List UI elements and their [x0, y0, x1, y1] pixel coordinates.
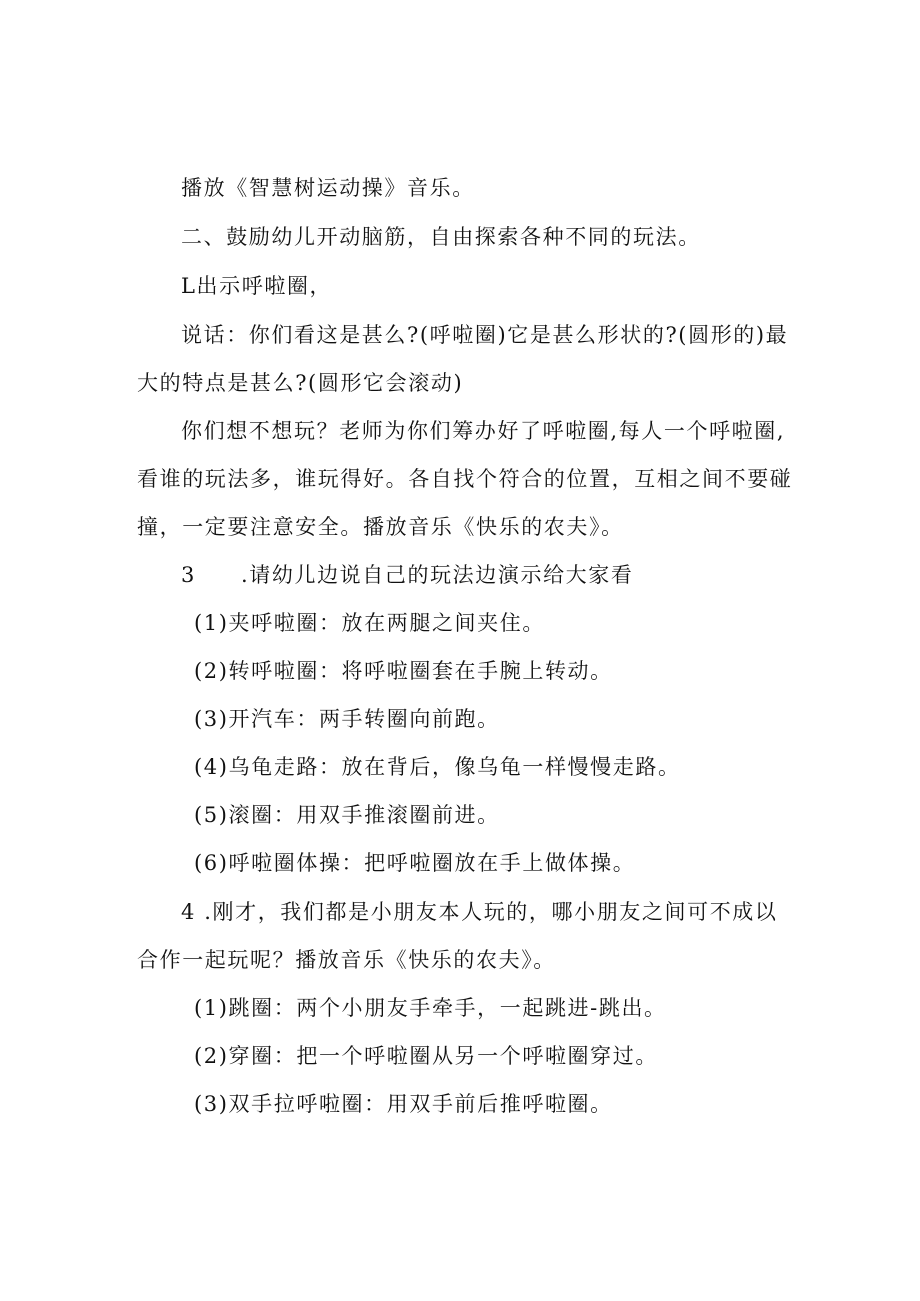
list-item: (1)跳圈：两个小朋友手牵手，一起跳进-跳出。	[194, 996, 667, 1020]
list-item: (4)乌龟走路：放在背后，像乌龟一样慢慢走路。	[194, 755, 681, 779]
section-heading-two: 二、鼓励幼儿开动脑筋，自由探索各种不同的玩法。	[181, 225, 701, 249]
paragraph-question-line-1: 说话：你们看这是甚么?(呼啦圈)它是甚么形状的?(圆形的)最	[181, 323, 789, 347]
step-show-hoop: L出示呼啦圈，	[181, 274, 333, 298]
step-three	[181, 560, 633, 590]
step-three-number: 3	[181, 563, 196, 587]
list-item: (3)开汽车：两手转圈向前跑。	[194, 707, 500, 731]
paragraph-music: 播放《智慧树运动操》音乐。	[181, 176, 475, 200]
list-item: (2)穿圈：把一个呼啦圈从另一个呼啦圈穿过。	[194, 1044, 658, 1068]
step-four-line-1: 4 .刚才，我们都是小朋友本人玩的，哪小朋友之间可不成以	[181, 900, 778, 924]
paragraph-question-line-2: 大的特点是甚么?(圆形它会滚动)	[137, 371, 464, 395]
paragraph-prepare-line-3: 撞，一定要注意安全。播放音乐《快乐的农夫》。	[137, 515, 624, 539]
list-item: (3)双手拉呼啦圈：用双手前后推呼啦圈。	[194, 1092, 613, 1116]
step-four-line-2: 合作一起玩呢？播放音乐《快乐的农夫》。	[137, 948, 556, 972]
step-three-text: .请幼儿边说自己的玩法边演示给大家看	[241, 563, 634, 587]
list-item: (2)转呼啦圈：将呼啦圈套在手腕上转动。	[194, 659, 613, 683]
paragraph-prepare-line-1: 你们想不想玩？老师为你们筹办好了呼啦圈,每人一个呼啦圈,	[181, 419, 786, 443]
list-item: (5)滚圈：用双手推滚圈前进。	[194, 803, 500, 827]
list-item: (6)呼啦圈体操：把呼啦圈放在手上做体操。	[194, 851, 636, 875]
list-item: (1)夹呼啦圈：放在两腿之间夹住。	[194, 611, 545, 635]
paragraph-prepare-line-2: 看谁的玩法多，谁玩得好。各自找个符合的位置，互相之间不要碰	[137, 467, 793, 491]
